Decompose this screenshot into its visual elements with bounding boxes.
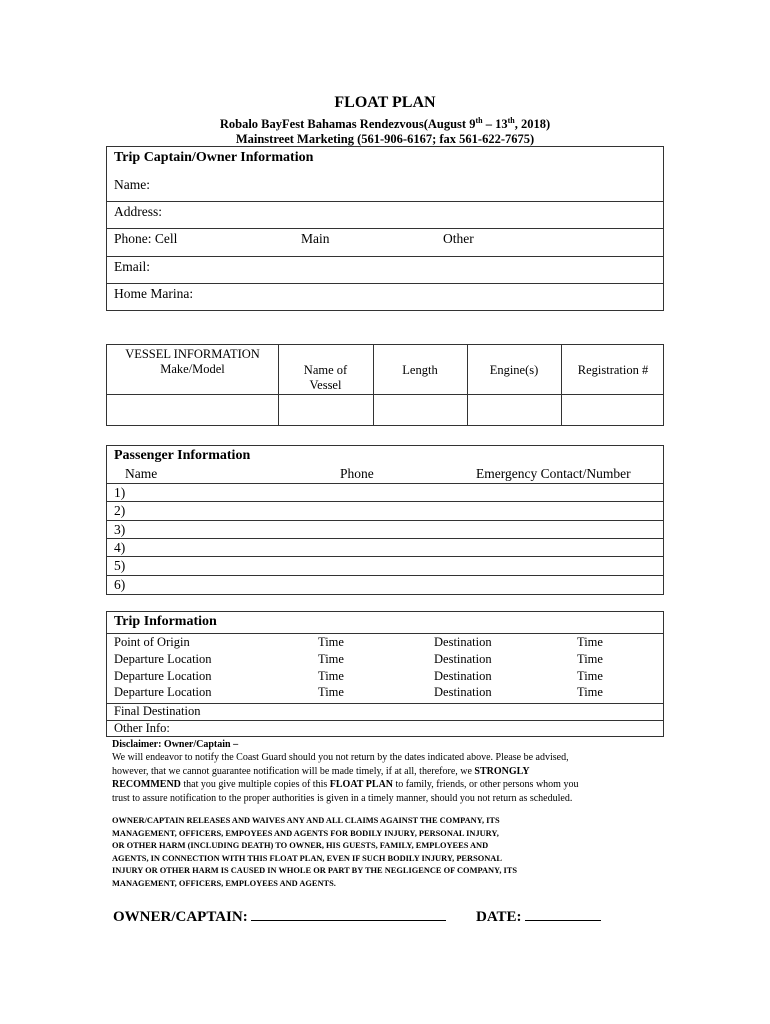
trip-info-header: Trip Information bbox=[114, 614, 217, 629]
vessel-name-input[interactable] bbox=[279, 395, 372, 425]
passenger-name-column: Name bbox=[125, 466, 158, 481]
trip-time-field[interactable]: Time bbox=[318, 635, 344, 649]
date-label: DATE: bbox=[476, 909, 526, 925]
phone-main-field[interactable]: Main bbox=[301, 231, 330, 246]
final-destination-field[interactable]: Final Destination bbox=[114, 704, 201, 718]
vessel-engines-header: Engine(s) bbox=[489, 363, 539, 377]
form-title: FLOAT PLAN bbox=[334, 94, 436, 111]
date-signature-line[interactable] bbox=[525, 906, 601, 921]
vessel-engines-input[interactable] bbox=[468, 395, 560, 425]
header-line: Make/Model bbox=[160, 362, 225, 376]
vessel-make-model-input[interactable] bbox=[108, 395, 277, 425]
vessel-make-model-header bbox=[107, 347, 278, 377]
passenger-row-3[interactable]: 3) bbox=[114, 522, 126, 537]
strongly-emphasis: STRONGLY bbox=[474, 766, 530, 777]
disclaimer-line bbox=[112, 778, 672, 792]
passenger-phone-column: Phone bbox=[340, 466, 374, 481]
owner-captain-signature bbox=[113, 906, 446, 926]
captain-info-box bbox=[106, 146, 664, 311]
trip-time-field[interactable]: Time bbox=[318, 669, 344, 683]
owner-captain-label: OWNER/CAPTAIN: bbox=[113, 909, 252, 925]
trip-destination-field[interactable]: Destination bbox=[434, 635, 492, 649]
trip-arrival-time-field[interactable]: Time bbox=[577, 652, 603, 666]
release-line: OR OTHER HARM (INCLUDING DEATH) TO OWNER, HIS GUESTS, FAMILY, EMPLOYEES AND bbox=[112, 841, 489, 850]
header-line: Name of bbox=[303, 363, 348, 377]
owner-captain-signature-line[interactable] bbox=[251, 906, 446, 921]
trip-arrival-time-field[interactable]: Time bbox=[577, 669, 603, 683]
captain-address-field[interactable]: Address: bbox=[114, 204, 162, 219]
subtitle-sup: th bbox=[507, 116, 515, 125]
trip-departure-field[interactable]: Departure Location bbox=[114, 652, 212, 666]
disclaimer-text: however, that we cannot guarantee notification will be made timely, if at all, therefore, we bbox=[112, 766, 475, 777]
phone-cell-field[interactable]: Phone: Cell bbox=[114, 231, 178, 246]
disclaimer-label: Disclaimer: Owner/Captain – bbox=[112, 739, 239, 750]
trip-departure-field[interactable]: Departure Location bbox=[114, 685, 212, 699]
passenger-info-header: Passenger Information bbox=[114, 448, 251, 463]
trip-time-field[interactable]: Time bbox=[318, 685, 344, 699]
trip-info-box bbox=[106, 611, 664, 737]
passenger-emergency-column: Emergency Contact/Number bbox=[476, 466, 631, 481]
trip-arrival-time-field[interactable]: Time bbox=[577, 635, 603, 649]
disclaimer-line: We will endeavor to notify the Coast Guard should you not return by the dates indicated above. Please be advised, bbox=[112, 752, 569, 763]
vessel-registration-header: Registration # bbox=[577, 363, 649, 377]
subtitle-text: , 2018) bbox=[514, 117, 551, 132]
trip-destination-field[interactable]: Destination bbox=[434, 652, 492, 666]
passenger-row-6[interactable]: 6) bbox=[114, 577, 126, 592]
subtitle-text: Robalo BayFest Bahamas Rendezvous(August 9 bbox=[219, 117, 476, 132]
passenger-info-box bbox=[106, 445, 664, 595]
trip-departure-field[interactable]: Departure Location bbox=[114, 669, 212, 683]
release-line: AGENTS, IN CONNECTION WITH THIS FLOAT PLAN, EVEN IF SUCH BODILY INJURY, PERSONAL bbox=[112, 854, 502, 863]
disclaimer-line bbox=[112, 765, 672, 779]
contact-line: Mainstreet Marketing (561-906-6167; fax 561-622-7675) bbox=[235, 132, 535, 146]
captain-name-field[interactable]: Name: bbox=[114, 177, 150, 192]
other-info-field[interactable]: Other Info: bbox=[114, 721, 170, 735]
disclaimer-line: trust to assure notification to the proper authorities is given in a timely manner, should you not return as scheduled. bbox=[112, 793, 573, 804]
release-line: OWNER/CAPTAIN RELEASES AND WAIVES ANY AND ALL CLAIMS AGAINST THE COMPANY, ITS bbox=[112, 816, 500, 825]
release-line: INJURY OR OTHER HARM IS CAUSED IN WHOLE OR PART BY THE NEGLIGENCE OF COMPANY, ITS bbox=[112, 866, 518, 875]
trip-destination-field[interactable]: Destination bbox=[434, 669, 492, 683]
captain-info-header: Trip Captain/Owner Information bbox=[114, 150, 314, 165]
vessel-registration-input[interactable] bbox=[562, 395, 664, 425]
event-subtitle bbox=[0, 116, 770, 132]
trip-origin-field[interactable]: Point of Origin bbox=[114, 635, 190, 649]
trip-arrival-time-field[interactable]: Time bbox=[577, 685, 603, 699]
phone-other-field[interactable]: Other bbox=[443, 231, 474, 246]
vessel-info-table bbox=[106, 344, 664, 426]
release-line: MANAGEMENT, OFFICERS, EMPLOYEES AND AGENTS. bbox=[112, 879, 336, 888]
recommend-emphasis: RECOMMEND bbox=[112, 779, 181, 790]
vessel-length-input[interactable] bbox=[374, 395, 466, 425]
subtitle-sup: th bbox=[475, 116, 483, 125]
vessel-length-header: Length bbox=[402, 363, 438, 377]
subtitle-text: – 13 bbox=[482, 117, 508, 132]
home-marina-field[interactable]: Home Marina: bbox=[114, 286, 194, 301]
passenger-row-5[interactable]: 5) bbox=[114, 558, 126, 573]
passenger-row-1[interactable]: 1) bbox=[114, 485, 126, 500]
header-line: VESSEL INFORMATION bbox=[125, 347, 260, 361]
date-signature bbox=[476, 906, 601, 926]
disclaimer-text: that you give multiple copies of this bbox=[180, 779, 330, 790]
float-plan-emphasis: FLOAT PLAN bbox=[329, 779, 394, 790]
trip-time-field[interactable]: Time bbox=[318, 652, 344, 666]
disclaimer-text: to family, friends, or other persons whom you bbox=[393, 779, 579, 790]
header-line: Vessel bbox=[309, 378, 342, 392]
vessel-name-header bbox=[278, 363, 373, 393]
passenger-row-4[interactable]: 4) bbox=[114, 540, 126, 555]
release-line: MANAGEMENT, OFFICERS, EMPOYEES AND AGENTS FOR BODILY INJURY, PERSONAL INJURY, bbox=[112, 829, 499, 838]
email-field[interactable]: Email: bbox=[114, 259, 150, 274]
trip-destination-field[interactable]: Destination bbox=[434, 685, 492, 699]
passenger-row-2[interactable]: 2) bbox=[114, 503, 126, 518]
